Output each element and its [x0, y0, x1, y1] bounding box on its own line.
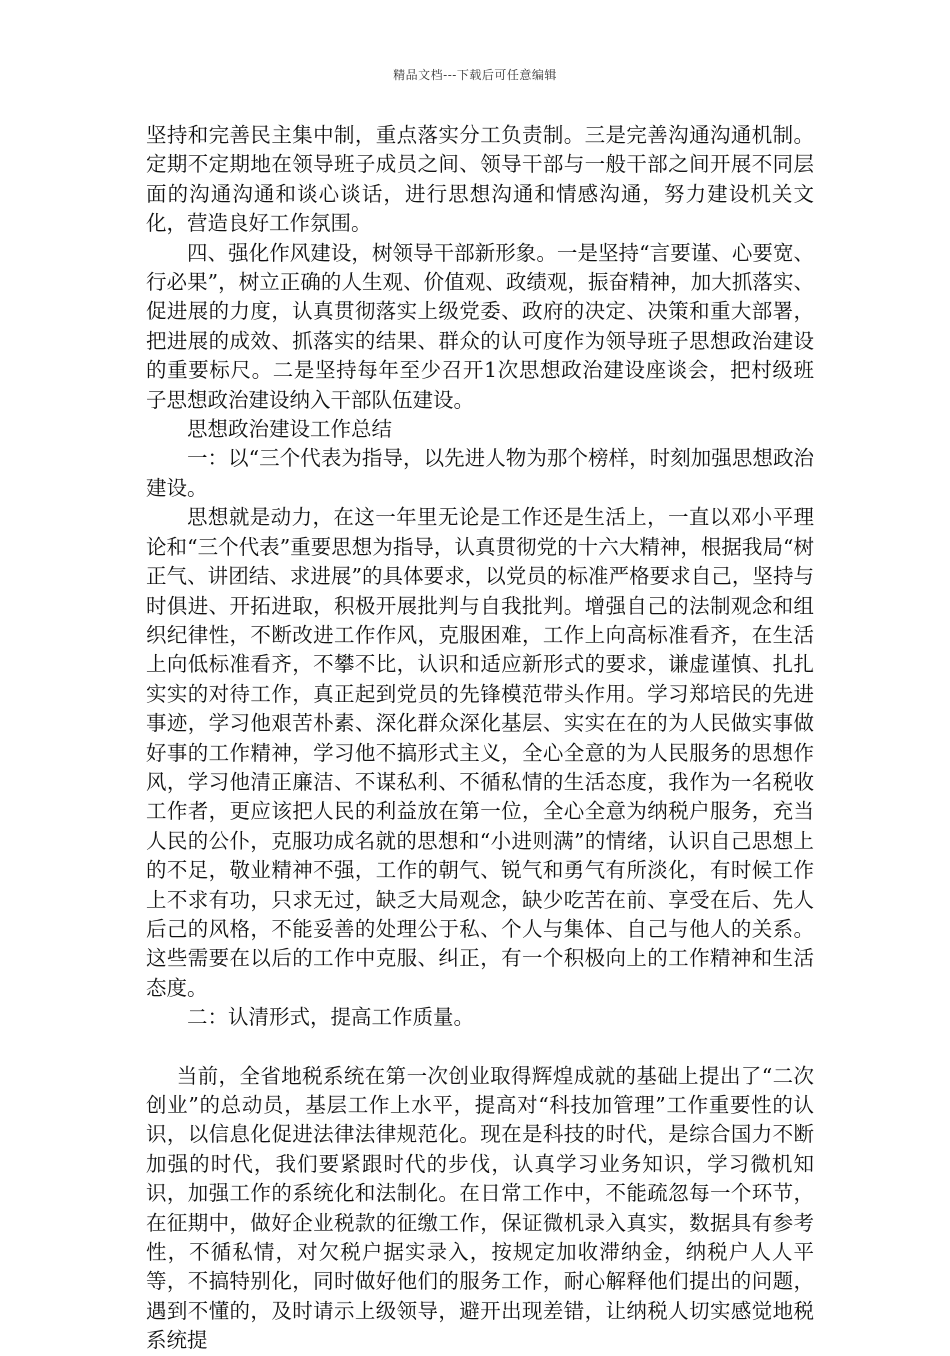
paragraph-current: 当前，全省地税系统在第一次创业取得辉煌成就的基础上提出了“二次创业”的总动员，基层工作上水平，提高对“科技加管理”工作重要性的认识，以信息化促进法律法律规范化。现在是科技的时代，是综合国力不断加强的时代，我们要紧跟时代的步伐，认真学习业务知识，学习微机知识，加强工作的系统化和法制化。在日常工作中，不能疏忽每一个环节，在征期中，做好企业税款的征缴工作，保证微机录入真实，数据具有参考性，不循私情，对欠税户据实录入，按规定加收滞纳金，纳税户人人平等，不搞特别化，同时做好他们的服务工作，耐心解释他们提出的问题，遇到不懂的，及时请示上级领导，避开出现差错，让纳税人切实感觉地税系统提 — [146, 1063, 814, 1353]
paragraph-section-four: 四、强化作风建设，树领导干部新形象。一是坚持“言要谨、心要宽、行必果”，树立正确的人生观、价值观、政绩观，振奋精神，加大抓落实、促进展的力度，认真贯彻落实上级党委、政府的决定、决策和重大部署，把进展的成效、抓落实的结果、群众的认可度作为领导班子思想政治建设的重要标尺。二是坚持每年至少召开1次思想政治建设座谈会，把村级班子思想政治建设纳入干部队伍建设。 — [146, 240, 814, 412]
blank-line — [146, 1033, 814, 1062]
paragraph-continued: 坚持和完善民主集中制，重点落实分工负责制。三是完善沟通沟通机制。定期不定期地在领导班子成员之间、领导干部与一般干部之间开展不同层面的沟通沟通和谈心谈话，进行思想沟通和情感沟通，努力建设机关文化，营造良好工作氛围。 — [146, 123, 814, 236]
document-title: 思想政治建设工作总结 — [187, 417, 392, 442]
paragraph-thought: 思想就是动力，在这一年里无论是工作还是生活上，一直以邓小平理论和“三个代表”重要思想为指导，认真贯彻党的十六大精神，根据我局“树正气、讲团结、求进展”的具体要求，以党员的标准严格要求自己，坚持与时俱进、开拓进取，积极开展批判与自我批判。增强自己的法制观念和组织纪律性，不断改进工作作风，克服困难，工作上向高标准看齐，在生活上向低标准看齐，不攀不比，认识和适应新形式的要求，谦虚谨慎、扎扎实实的对待工作，真正起到党员的先锋模范带头作用。学习郑培民的先进事迹，学习他艰苦朴素、深化群众深化基层、实实在在的为人民做实事做好事的工作精神，学习他不搞形式主义，全心全意的为人民服务的思想作风，学习他清正廉洁、不谋私利、不循私情的生活态度，我作为一名税收工作者，更应该把人民的利益放在第一位，全心全意为纳税户服务，充当人民的公仆，克服功成名就的思想和“小进则满”的情绪，认识自己思想上的不足，敬业精神不强，工作的朝气、锐气和勇气有所淡化，有时候工作上不求有功，只求无过，缺乏大局观念，缺少吃苦在前、享受在后、先人后己的风格，不能妥善的处理公于私、个人与集体、自己与他人的关系。这些需要在以后的工作中克服、纠正，有一个积极向上的工作精神和生活态度。 — [146, 505, 814, 1000]
section-heading-two: 二：认清形式，提高工作质量。 — [187, 1005, 474, 1030]
document-body — [146, 121, 814, 1356]
page-header: 精品文档---下载后可任意编辑 — [393, 68, 557, 82]
section-heading-one: 一：以“三个代表为指导，以先进人物为那个榜样，时刻加强思想政治建设。 — [146, 446, 814, 500]
